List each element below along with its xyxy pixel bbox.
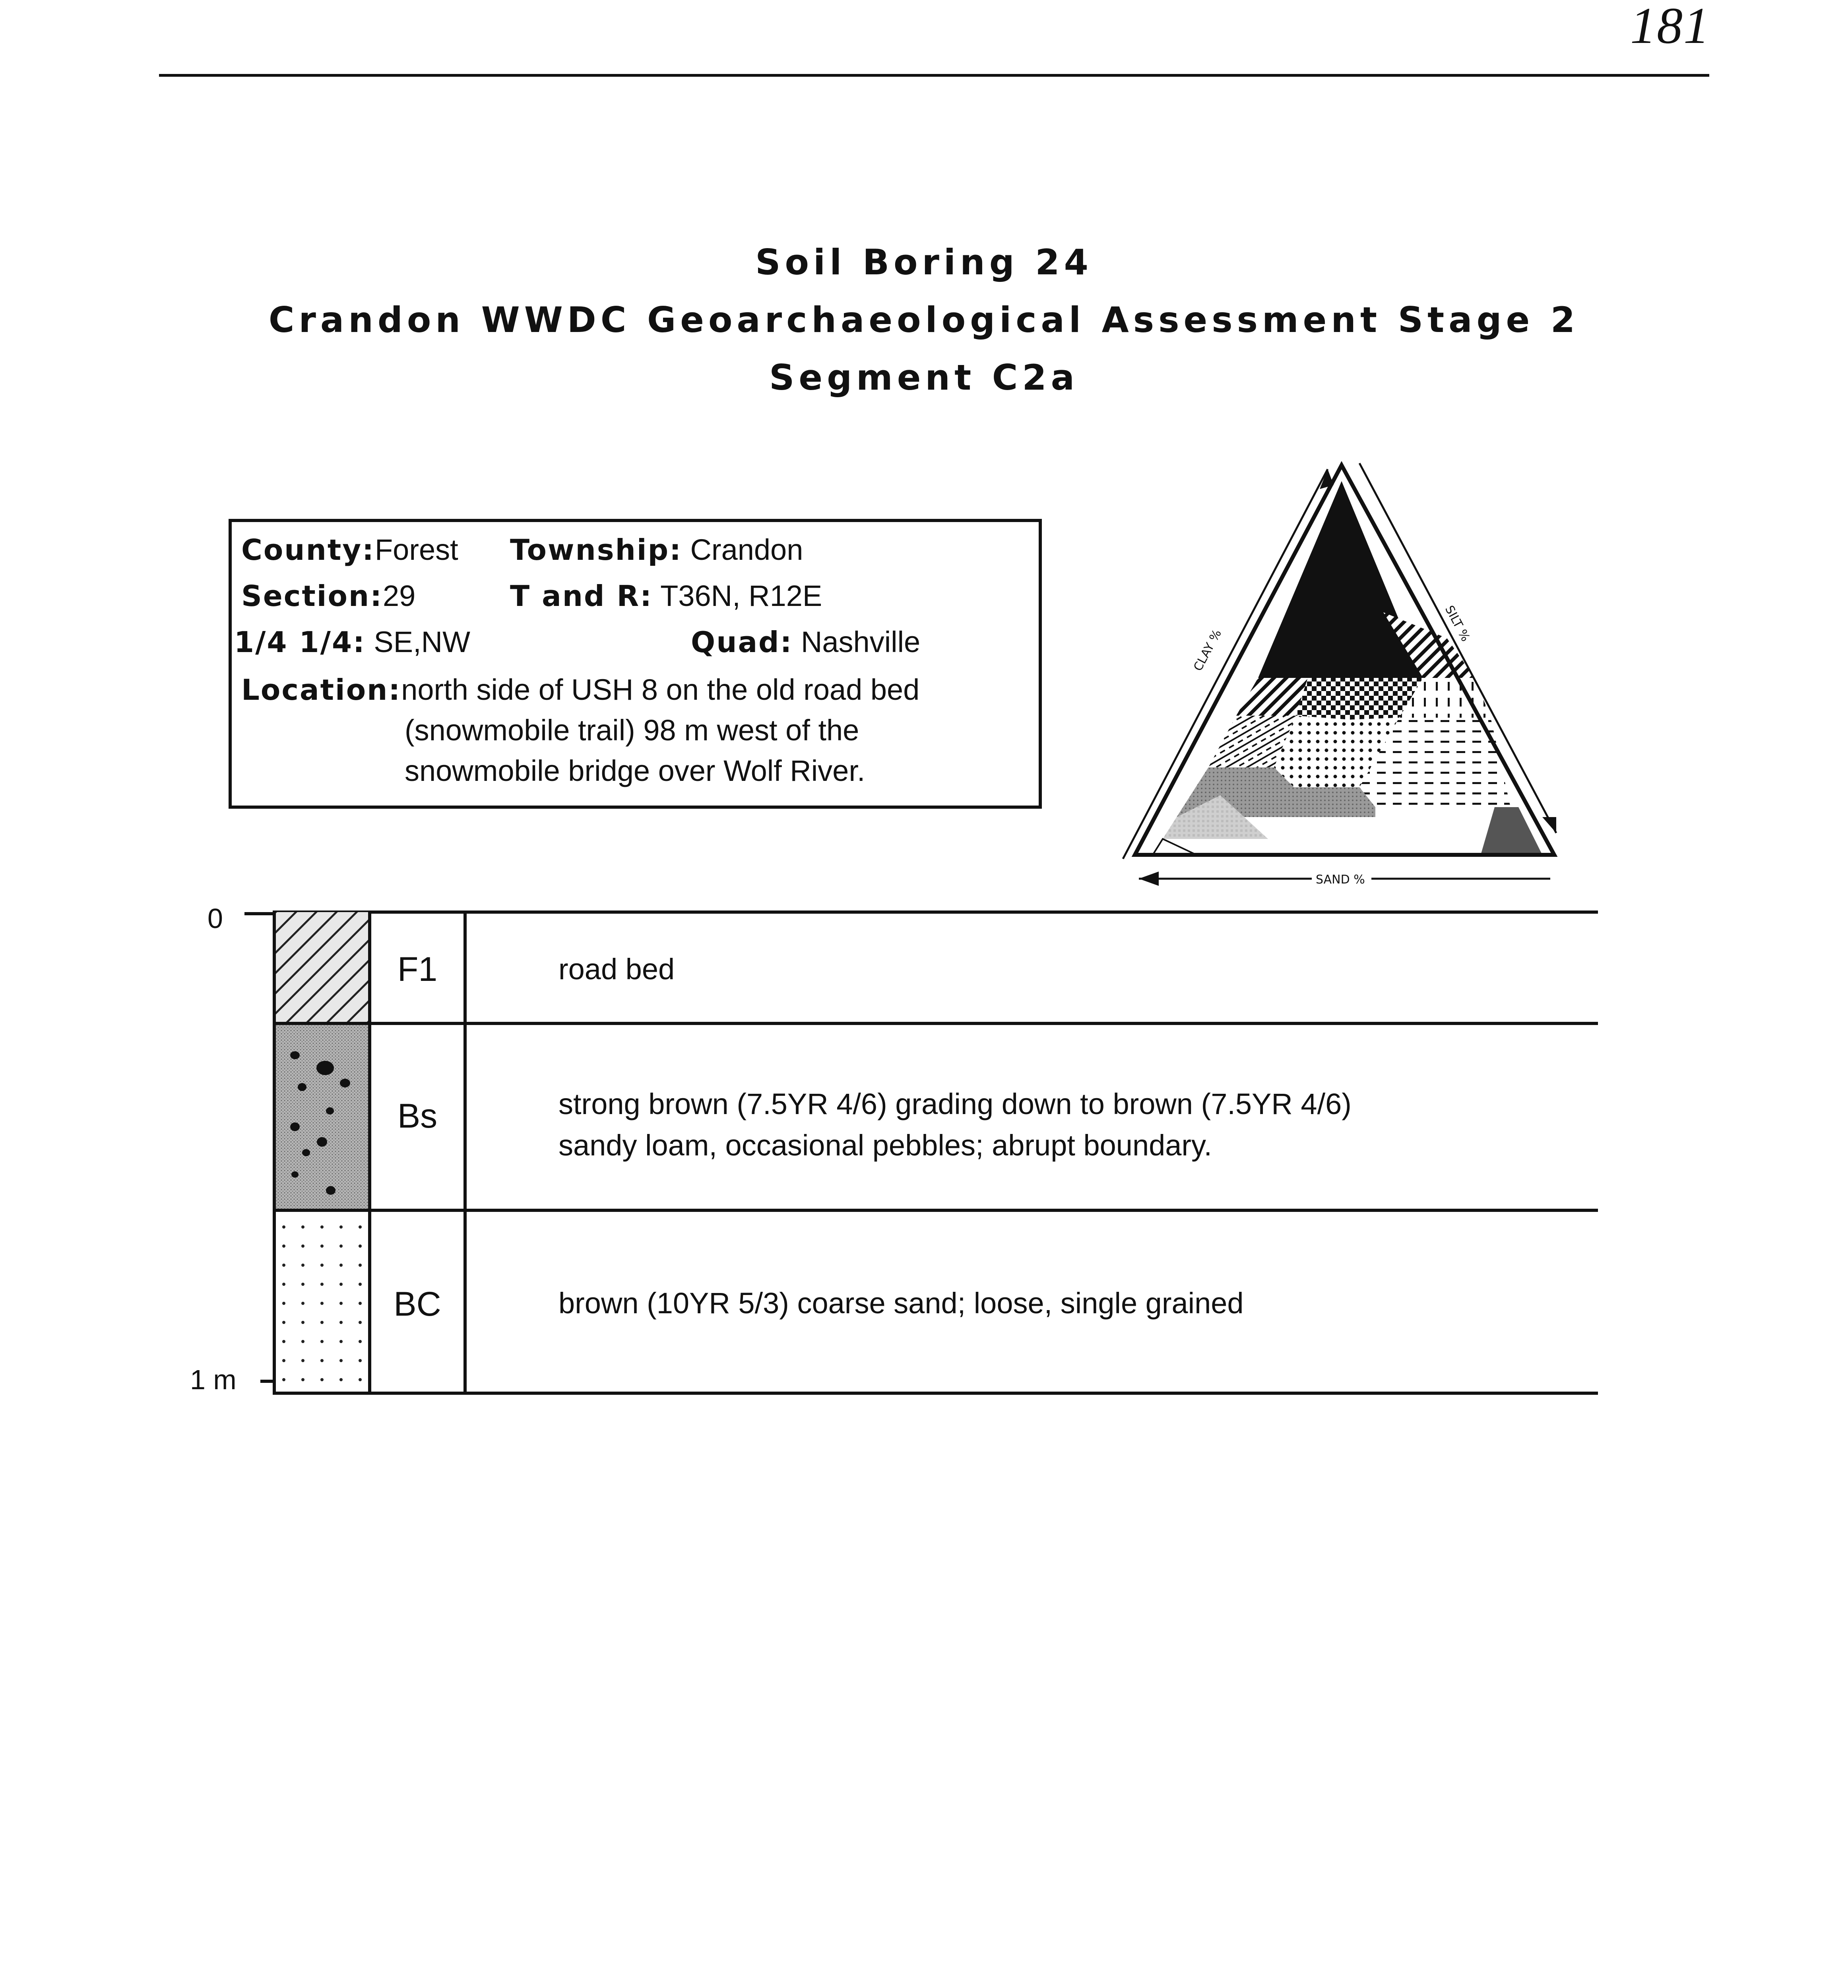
scale-bottom-label: 1 m [190, 1364, 237, 1395]
title-segment: Segment C2a [769, 357, 1079, 398]
location-row [241, 674, 919, 706]
county-row [241, 534, 458, 566]
soil-texture-triangle [1121, 457, 1558, 887]
township-row [510, 534, 803, 566]
profile-bottom-line [274, 1392, 1598, 1395]
tr-label: T and R: [510, 579, 653, 613]
section-value: 29 [382, 579, 416, 612]
horizon-desc-bs-line-2: sandy loam, occasional pebbles; abrupt boundary. [558, 1129, 1212, 1162]
profile-top-line [274, 911, 1598, 914]
horizon-code-bs: Bs [397, 1097, 438, 1135]
horizon-desc-bc: brown (10YR 5/3) coarse sand; loose, single grained [558, 1287, 1244, 1320]
title-project: Crandon WWDC Geoarchaeological Assessment Stage 2 [268, 299, 1580, 340]
clay-axis-label: CLAY % [1191, 627, 1225, 674]
location-line-1: north side of USH 8 on the old road bed [401, 673, 920, 706]
quad-row [691, 626, 920, 658]
sand-axis-label: SAND % [1316, 873, 1365, 887]
horizon-code-bc: BC [394, 1285, 441, 1323]
scale-bottom-tick [260, 1380, 274, 1383]
county-value: Forest [374, 533, 458, 566]
section-label: Section: [241, 579, 383, 613]
page-number: 181 [1630, 0, 1710, 54]
sandy-clay-region [1236, 678, 1308, 716]
quarter-row [234, 626, 470, 658]
location-line-3: snowmobile bridge over Wolf River. [405, 754, 865, 787]
horizon-code-f1: F1 [397, 950, 438, 988]
quarter-label: 1/4 1/4: [234, 625, 366, 659]
quad-label: Quad: [691, 625, 793, 659]
horizon-boundary-1 [274, 1022, 1598, 1025]
info-box [229, 519, 1042, 809]
county-label: County: [241, 533, 375, 567]
township-label: Township: [510, 533, 682, 567]
column-left-line [273, 911, 276, 1395]
f1-pattern [274, 912, 370, 1022]
bc-pattern [274, 1212, 370, 1392]
sand-region [1153, 839, 1196, 855]
scale-top-tick [244, 912, 274, 915]
tr-row [510, 580, 822, 612]
lithology-column [274, 912, 370, 1393]
section-row [241, 580, 415, 612]
title-boring: Soil Boring 24 [755, 242, 1093, 283]
silt-axis-label: SILT % [1442, 603, 1473, 644]
location-line-2: (snowmobile trail) 98 m west of the [405, 714, 859, 747]
horizon-desc-f1: road bed [558, 953, 675, 986]
bs-pattern [274, 1025, 370, 1209]
township-value: Crandon [690, 533, 803, 566]
scale-top-label: 0 [207, 903, 223, 934]
silt-arrowhead [1542, 817, 1556, 833]
horizon-boundary-2 [274, 1209, 1598, 1212]
location-label: Location: [241, 673, 401, 707]
horizon-desc-bs-line-1: strong brown (7.5YR 4/6) grading down to brown (7.5YR 4/6) [558, 1087, 1352, 1120]
top-rule [159, 74, 1709, 77]
quarter-value: SE,NW [374, 625, 470, 658]
sand-arrowhead [1139, 872, 1159, 886]
tr-value: T36N, R12E [660, 579, 822, 612]
quad-value: Nashville [801, 625, 921, 658]
